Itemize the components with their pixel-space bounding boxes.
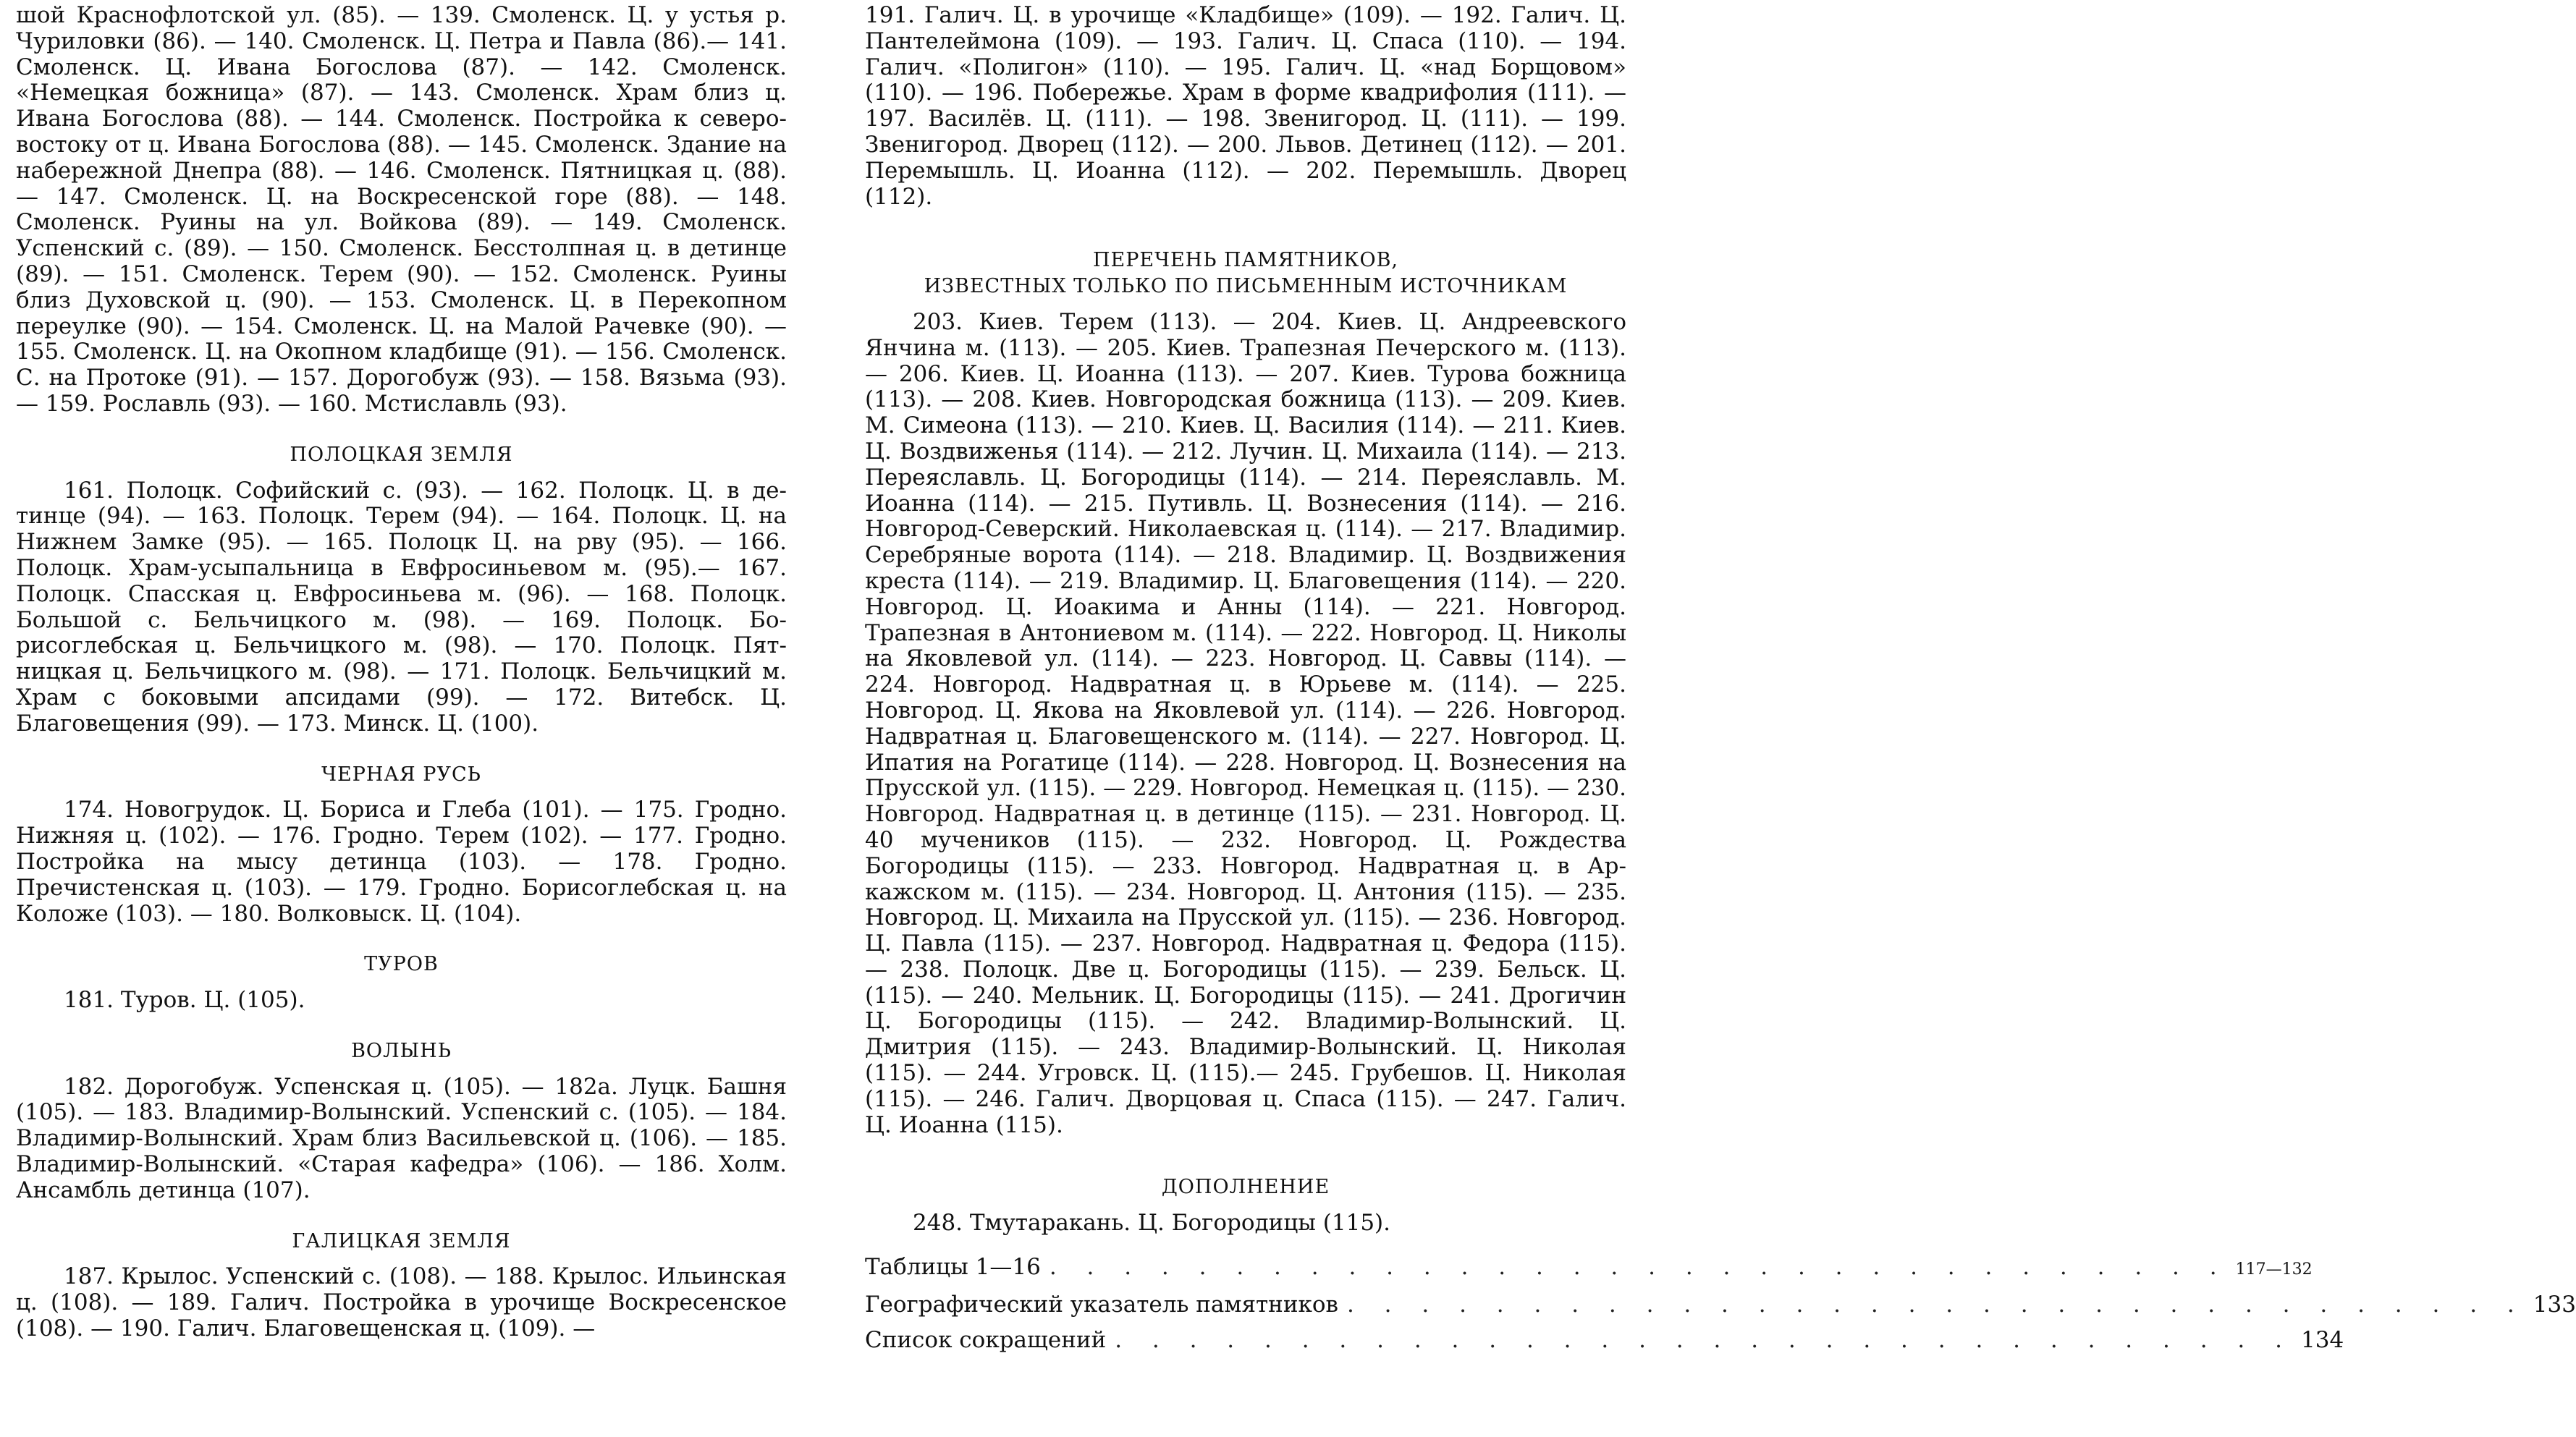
toc-page-number: 134 [2301,1327,2344,1354]
section-heading-galich-land: ГАЛИЦКАЯ ЗЕМЛЯ [292,1229,511,1252]
section-heading-written-sources-line1: ПЕРЕЧЕНЬ ПАМЯТНИКОВ, [1092,249,1399,272]
paragraph-galich: 187. Крылос. Успенский с. (108). — 188. Крылос. Ильинская ц. (108). — 189. Галич. Постройка в урочище Воскресенское (108). — 190. Галич. Благовещенская ц. (109). — [16,1263,787,1342]
toc-label: Таблицы 1—16 [865,1254,1041,1281]
toc-label: Географический указатель памятников [865,1292,1338,1318]
toc-row-abbreviations [865,1323,2344,1358]
left-column [16,3,787,1342]
paragraph-turov: 181. Туров. Ц. (105). [64,987,305,1014]
section-heading-black-rus: ЧЕРНАЯ РУСЬ [321,763,481,786]
paragraph-smolensk-continued: шой Краснофлотской ул. (85). — 139. Смоленск. Ц. у устья р. Чуриловки (86). — 140. Смоленск. Ц. Петра и Павла (86).— 141. Смоленск. Ц. Ивана Богослова (87). — 142. Смоленск. «Немецкая божница» (87). — 143. Смоленск. Храм близ ц. Ивана Богослова (88). — 144. Смоленск. Постройка к северо-востоку от ц. Ивана Богослова (88). — 145. Смоленск. Здание на набережной Днепра (88). — 146. Смоленск. Пятницкая ц. (88). — 147. Смоленск. Ц. на Воскресенской горе (88). — 148. Смоленск. Руины на ул. Войкова (89). — 149. Смоленск. Успенский с. (89). — 150. Смоленск. Бесстолпная ц. в детинце (89). — 151. Смоленск. Терем (90). — 152. Смоленск. Руины близ Духовской ц. (90). — 153. Смоленск. Ц. в Перекопном переулке (90). — 154. Смоленск. Ц. на Малой Рачевке (90). — 155. Смоленск. Ц. на Окопном кладбище (91). — 156. Смоленск. С. на Протоке (91). — 157. Дорогобуж (93). — 158. Вязьма (93). — 159. Рославль (93). — 160. Мстиславль (93). [16,2,787,417]
paragraph-appendix: 248. Тмутаракань. Ц. Богородицы (115). [913,1210,1390,1237]
toc-leader-dots: . . . . . . . . . . . . . . . . . . . . . . . . . . . . . . . . [1346,1292,2526,1318]
paragraph-polotsk: 161. Полоцк. Софийский с. (93). — 162. Полоцк. Ц. в детинце (94). — 163. Полоцк. Терем (94). — 164. Полоцк. Ц. на Нижнем Замке (95). — 165. Полоцк Ц. на рву (95). — 166. Полоцк. Храм-усыпальница в Евфросиньевом м. (95).— 167. Полоцк. Спасская ц. Евфросиньева м. (96). — 168. Полоцк. Большой с. Бельчицкого м. (98). — 169. Полоцк. Борисоглебская ц. Бельчицкого м. (98). — 170. Полоцк. Пятницкая ц. Бельчицкого м. (98). — 171. Полоцк. Бельчицкий м. Храм с боковыми апсидами (99). — 172. Витебск. Ц. Благовещения (99). — 173. Минск. Ц. (100). [16,477,787,737]
toc-leader-dots: . . . . . . . . . . . . . . . . . . . . . . . . . . . . . . . . [1049,1254,2229,1281]
toc-label: Список сокращений [865,1327,1107,1354]
section-heading-turov: ТУРОВ [364,953,439,976]
section-heading-appendix: ДОПОЛНЕНИЕ [1161,1176,1330,1199]
toc-leader-dots: . . . . . . . . . . . . . . . . . . . . . . . . . . . . . . . . [1115,1327,2294,1354]
right-column [865,2,2576,1358]
paragraph-volyn: 182. Дорогобуж. Успенская ц. (105). — 182а. Луцк. Башня (105). — 183. Владимир-Волынский. Успенский с. (105). — 184. Владимир-Волынский. Храм близ Васильевской ц. (106). — 185. Владимир-Волынский. «Старая кафедра» (106). — 186. Холм. Ансамбль детинца (107). [16,1073,787,1203]
toc-row-geographic-index [865,1287,2576,1323]
toc-page-number: 117—132 [2235,1260,2313,1279]
section-heading-written-sources-line2: ИЗВЕСТНЫХ ТОЛЬКО ПО ПИСЬМЕННЫМ ИСТОЧНИКАМ [924,275,1568,298]
toc-row-tables [865,1250,2313,1287]
section-heading-volyn: ВОЛЫНЬ [351,1039,452,1062]
paragraph-galich-continued: 191. Галич. Ц. в урочище «Кладбище» (109). — 192. Галич. Ц. Пантелеймона (109). — 193. Галич. Ц. Спаса (110). — 194. Галич. «Полигон» (110). — 195. Галич. Ц. «над Борщовом» (110). — 196. Побережье. Храм в форме квадрифолия (111). — 197. Василёв. Ц. (111). — 198. Звенигород. Ц. (111). — 199. Звенигород. Дворец (112). — 200. Львов. Детинец (112). — 201. Перемышль. Ц. Иоанна (112). — 202. Перемышль. Дворец (112). [865,2,1626,210]
table-of-contents [865,1250,2576,1358]
paragraph-written-sources: 203. Киев. Терем (113). — 204. Киев. Ц. Андреевского Янчина м. (113). — 205. Киев. Трапезная Печерского м. (113). — 206. Киев. Ц. Иоанна (113). — 207. Киев. Турова божница (113). — 208. Киев. Новгородская божница (113). — 209. Киев. М. Симеона (113). — 210. Киев. Ц. Василия (114). — 211. Киев. Ц. Воздвиженья (114). — 212. Лучин. Ц. Михаила (114). — 213. Переяславль. Ц. Богородицы (114). — 214. Переяславль. М. Иоанна (114). — 215. Путивль. Ц. Вознесения (114). — 216. Новгород-Северский. Николаевская ц. (114). — 217. Владимир. Серебряные ворота (114). — 218. Владимир. Ц. Воздвижения креста (114). — 219. Владимир. Ц. Благовещения (114). — 220. Новгород. Ц. Иоакима и Анны (114). — 221. Новгород. Трапезная в Антониевом м. (114). — 222. Новгород. Ц. Николы на Яковлевой ул. (114). — 223. Новгород. Ц. Саввы (114). — 224. Новгород. Надвратная ц. в Юрьеве м. (114). — 225. Новгород. Ц. Якова на Яковлевой ул. (114). — 226. Новгород. Надвратная ц. Благовещенского м. (114). — 227. Новгород. Ц. Ипатия на Рогатице (114). — 228. Новгород. Ц. Вознесения на Прусской ул. (115). — 229. Новгород. Немецкая ц. (115). — 230. Новгород. Надвратная ц. в детинце (115). — 231. Новгород. Ц. 40 мучеников (115). — 232. Новгород. Ц. Рождества Богородицы (115). — 233. Новгород. Надвратная ц. в Аркажском м. (115). — 234. Новгород. Ц. Антония (115). — 235. Новгород. Ц. Михаила на Прусской ул. (115). — 236. Новгород. Ц. Павла (115). — 237. Новгород. Надвратная ц. Федора (115). — 238. Полоцк. Две ц. Богородицы (115). — 239. Бельск. Ц. (115). — 240. Мельник. Ц. Богородицы (115). — 241. Дрогичин Ц. Богородицы (115). — 242. Владимир-Волынский. Ц. Дмитрия (115). — 243. Владимир-Волынский. Ц. Николая (115). — 244. Угровск. Ц. (115).— 245. Грубешов. Ц. Николая (115). — 246. Галич. Дворцовая ц. Спаса (115). — 247. Галич. Ц. Иоанна (115). [865,308,1626,1138]
paragraph-black-rus: 174. Новогрудок. Ц. Бориса и Глеба (101). — 175. Гродно. Нижняя ц. (102). — 176. Гродно. Терем (102). — 177. Гродно. Постройка на мысу детинца (103). — 178. Гродно. Пречистенская ц. (103). — 179. Гродно. Борисоглебская ц. на Коложе (103). — 180. Волковыск. Ц. (104). [16,797,787,927]
toc-page-number: 133 [2533,1292,2576,1318]
section-heading-polotsk-land: ПОЛОЦКАЯ ЗЕМЛЯ [290,443,513,466]
